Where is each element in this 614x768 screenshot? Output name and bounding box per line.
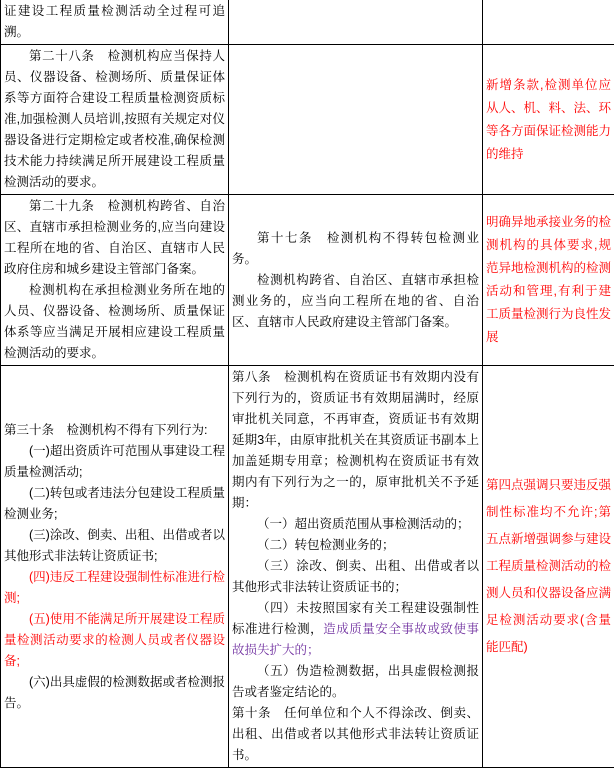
paragraph — [486, 74, 611, 166]
body-text: 检测机构跨省、自治区、直辖市承担检测业务的，应当向工程所在地的省、自治区、直辖市人民政府建设主管部门备案。 — [232, 273, 479, 329]
body-text: 第十条 任何单位和个人不得涂改、倒卖、出租、出借或者以其他形式非法转让资质证书。 — [232, 706, 479, 762]
highlighted-text: (五)使用不能满足所开展建设工程质量检测活动要求的检测人员或者仪器设备; — [4, 612, 225, 668]
new-text-cell — [1, 45, 229, 195]
body-text: （五）伪造检测数据，出具虚假检测报告或者鉴定结论的。 — [232, 664, 479, 699]
paragraph — [4, 46, 225, 193]
row-article-29 — [1, 195, 614, 366]
old-text-cell — [229, 45, 483, 195]
paragraph — [232, 270, 479, 333]
paragraph — [4, 483, 225, 525]
body-text: （四）未按照国家有关工程建设强制性标准进行检测， — [232, 601, 479, 636]
old-text-cell — [229, 0, 483, 45]
highlighted-text: 明确异地承接业务的检测机构的具体要求,规范异地检测机构的检测活动和管理,有利于建工质量检测行为良性发展 — [486, 215, 611, 344]
old-text-cell — [229, 195, 483, 366]
body-text: 证建设工程质量检测活动全过程可追溯。 — [4, 4, 225, 39]
paragraph — [232, 703, 479, 766]
body-text: (六)出具虚假的检测数据或者检测报告。 — [4, 675, 225, 710]
paragraph — [486, 211, 611, 349]
body-text: 第二十八条 检测机构应当保持人员、仪器设备、检测场所、质量保证体系等方面符合建设工程质量检测资质标准,加强检测人员培训,按照有关规定对仪器设备进行定期检定或者校准,确保检测技术能力持续满足所开展建设工程质量检测活动的要求。 — [4, 49, 225, 189]
row-truncated-clause — [1, 0, 614, 45]
highlighted-text: 新增条款,检测单位应从人、机、料、法、环等各方面保证检测能力的维持 — [486, 78, 611, 161]
annotation-cell — [483, 366, 614, 768]
new-text-cell — [1, 366, 229, 768]
body-text: (二)转包或者违法分包建设工程质量检测业务; — [4, 486, 225, 521]
highlighted-text: 第四点强调只要违反强制性标准均不允许;第五点新增强调参与建设工程质量检测活动的检测人员和仪器设备应满足检测活动要求(含量能匹配) — [486, 478, 611, 654]
body-text: 第十七条 检测机构不得转包检测业务。 — [232, 231, 479, 266]
row-article-30 — [1, 366, 614, 768]
annotation-cell — [483, 0, 614, 45]
annotation-cell — [483, 45, 614, 195]
paragraph — [232, 514, 479, 535]
new-text-cell — [1, 195, 229, 366]
paragraph — [4, 609, 225, 672]
body-text: （一）超出资质范围从事检测活动的； — [257, 517, 470, 531]
old-text-cell — [229, 366, 483, 768]
paragraph — [232, 661, 479, 703]
body-text: 第八条 检测机构在资质证书有效期内没有下列行为的，资质证书有效期届满时，经原审批机关同意，不再审查，资质证书有效期延期3年，由原审批机关在其资质证书副本上加盖延期专用章；检测机构在资质证书有效期内有下列行为之一的，原审批机关不予延期： — [232, 370, 479, 510]
body-text: 第三十条 检测机构不得有下列行为: — [4, 423, 207, 437]
new-text-cell — [1, 0, 229, 45]
body-text: （二）转包检测业务的； — [257, 538, 395, 552]
body-text: （三）涂改、倒卖、出租、出借或者以其他形式非法转让资质证书的； — [232, 559, 479, 594]
highlighted-text: 造成质量安全事故或致使事故损失扩大的； — [232, 622, 479, 657]
body-text: (三)涂改、倒卖、出租、出借或者以其他形式非法转让资质证书; — [4, 528, 225, 563]
paragraph — [4, 196, 225, 280]
paragraph — [4, 525, 225, 567]
body-text: 第二十九条 检测机构跨省、自治区、直辖市承担检测业务的,应当向建设工程所在地的省、自治区、直辖市人民政府住房和城乡建设主管部门备案。 — [4, 199, 225, 276]
paragraph — [4, 1, 225, 43]
row-article-28 — [1, 45, 614, 195]
paragraph — [232, 228, 479, 270]
paragraph — [4, 672, 225, 714]
body-text: 检测机构在承担检测业务所在地的人员、仪器设备、检测场所、质量保证体系等应当满足开展相应建设工程质量检测活动的要求。 — [4, 283, 225, 360]
body-text: (一)超出资质许可范围从事建设工程质量检测活动; — [4, 444, 225, 479]
paragraph — [4, 280, 225, 364]
annotation-cell — [483, 195, 614, 366]
paragraph — [232, 367, 479, 514]
highlighted-text: (四)违反工程建设强制性标准进行检测; — [4, 570, 225, 605]
paragraph — [232, 598, 479, 661]
paragraph — [4, 420, 225, 441]
paragraph — [486, 472, 611, 661]
paragraph — [4, 567, 225, 609]
comparison-table-body — [1, 0, 614, 768]
paragraph — [4, 441, 225, 483]
paragraph — [232, 535, 479, 556]
paragraph — [232, 556, 479, 598]
